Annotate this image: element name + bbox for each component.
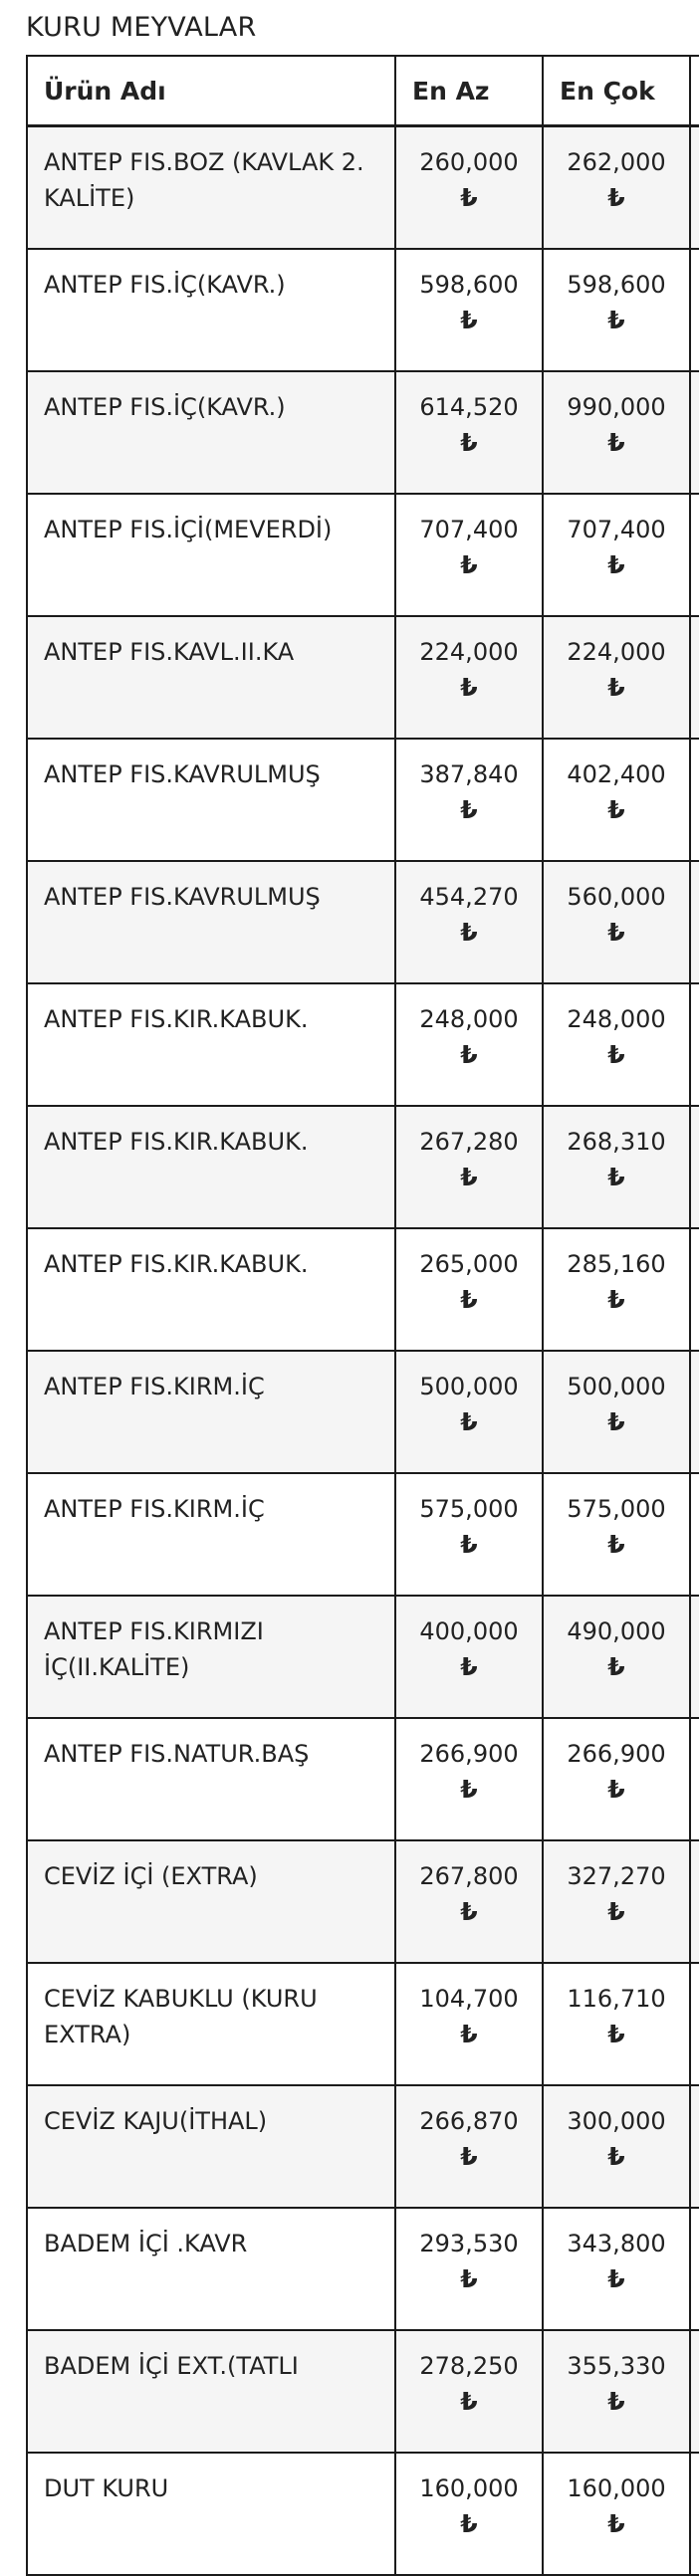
product-name-cell: ANTEP FIS.KIR.KABUK.	[27, 1228, 395, 1351]
min-price-value: 260,000	[419, 148, 519, 176]
min-price-value: 224,000	[419, 638, 519, 666]
lira-symbol-icon: ₺	[460, 2509, 478, 2538]
table-row	[27, 2330, 699, 2453]
max-price-value: 268,310	[567, 1128, 666, 1156]
table-body	[27, 126, 699, 2576]
lira-symbol-icon: ₺	[607, 1285, 625, 1314]
max-price-cell	[543, 739, 690, 861]
max-price-value: 248,000	[567, 1005, 666, 1033]
column-header-name[interactable]: Ürün Adı	[27, 56, 395, 126]
max-price-cell	[543, 1596, 690, 1718]
lira-symbol-icon: ₺	[460, 1163, 478, 1191]
lira-symbol-icon: ₺	[607, 2020, 625, 2048]
min-price-cell	[395, 1718, 543, 1840]
product-name-cell: ANTEP FIS.İÇ(KAVR.)	[27, 371, 395, 494]
table-row	[27, 1963, 699, 2085]
min-price-value: 265,000	[419, 1250, 519, 1278]
table-row	[27, 249, 699, 371]
min-price-value: 575,000	[419, 1495, 519, 1523]
min-price-cell	[395, 126, 543, 250]
product-name-cell: ANTEP FIS.KIR.KABUK.	[27, 1106, 395, 1228]
lira-symbol-icon: ₺	[460, 1530, 478, 1559]
lira-symbol-icon: ₺	[607, 306, 625, 334]
product-name-cell: BADEM İÇİ .KAVR	[27, 2208, 395, 2330]
page-title: KURU MEYVALAR	[26, 12, 257, 43]
min-price-cell	[395, 1228, 543, 1351]
lira-symbol-icon: ₺	[607, 1775, 625, 1804]
min-price-value: 267,280	[419, 1128, 519, 1156]
min-price-value: 707,400	[419, 516, 519, 543]
max-price-cell	[543, 2085, 690, 2208]
product-name-cell: CEVİZ İÇİ (EXTRA)	[27, 1840, 395, 1963]
cut-off-cell	[690, 616, 699, 739]
max-price-value: 355,330	[567, 2352, 666, 2380]
max-price-cell	[543, 249, 690, 371]
cut-off-cell	[690, 1228, 699, 1351]
lira-symbol-icon: ₺	[607, 795, 625, 824]
max-price-cell	[543, 983, 690, 1106]
product-name-cell: ANTEP FIS.BOZ (KAVLAK 2. KALİTE)	[27, 126, 395, 250]
min-price-value: 266,870	[419, 2107, 519, 2135]
max-price-cell	[543, 126, 690, 250]
lira-symbol-icon: ₺	[607, 1530, 625, 1559]
max-price-value: 490,000	[567, 1617, 666, 1645]
table-row	[27, 126, 699, 250]
max-price-cell	[543, 2453, 690, 2575]
max-price-cell	[543, 2208, 690, 2330]
min-price-value: 267,800	[419, 1862, 519, 1890]
lira-symbol-icon: ₺	[460, 1652, 478, 1681]
product-name-cell: ANTEP FIS.KIRMIZI İÇ(II.KALİTE)	[27, 1596, 395, 1718]
table-row	[27, 861, 699, 983]
lira-symbol-icon: ₺	[460, 550, 478, 579]
min-price-value: 266,900	[419, 1740, 519, 1768]
cut-off-cell	[690, 1718, 699, 1840]
cut-off-cell	[690, 1963, 699, 2085]
product-name-cell: CEVİZ KABUKLU (KURU EXTRA)	[27, 1963, 395, 2085]
cut-off-cell	[690, 739, 699, 861]
min-price-cell	[395, 739, 543, 861]
table-row	[27, 1473, 699, 1596]
table-row	[27, 494, 699, 616]
lira-symbol-icon: ₺	[460, 183, 478, 212]
lira-symbol-icon: ₺	[460, 1775, 478, 1804]
min-price-cell	[395, 1473, 543, 1596]
min-price-value: 387,840	[419, 760, 519, 788]
lira-symbol-icon: ₺	[607, 1040, 625, 1069]
product-name-cell: ANTEP FIS.İÇ(KAVR.)	[27, 249, 395, 371]
cut-off-cell	[690, 2453, 699, 2575]
max-price-value: 266,900	[567, 1740, 666, 1768]
min-price-cell	[395, 616, 543, 739]
cut-off-cell	[690, 2085, 699, 2208]
lira-symbol-icon: ₺	[607, 428, 625, 457]
lira-symbol-icon: ₺	[607, 1163, 625, 1191]
table-row	[27, 739, 699, 861]
lira-symbol-icon: ₺	[460, 1285, 478, 1314]
lira-symbol-icon: ₺	[460, 1040, 478, 1069]
cut-off-cell	[690, 1106, 699, 1228]
min-price-cell	[395, 1351, 543, 1473]
lira-symbol-icon: ₺	[460, 306, 478, 334]
min-price-cell	[395, 371, 543, 494]
max-price-value: 160,000	[567, 2474, 666, 2502]
price-table	[26, 55, 699, 2576]
cut-off-cell	[690, 861, 699, 983]
max-price-cell	[543, 861, 690, 983]
lira-symbol-icon: ₺	[460, 428, 478, 457]
min-price-value: 104,700	[419, 1985, 519, 2013]
max-price-value: 575,000	[567, 1495, 666, 1523]
max-price-cell	[543, 1228, 690, 1351]
max-price-cell	[543, 1473, 690, 1596]
max-price-value: 285,160	[567, 1250, 666, 1278]
max-price-cell	[543, 1106, 690, 1228]
cut-off-cell	[690, 494, 699, 616]
table-row	[27, 1351, 699, 1473]
max-price-cell	[543, 1351, 690, 1473]
table-header-row	[27, 56, 699, 126]
max-price-value: 500,000	[567, 1373, 666, 1400]
table-row	[27, 1228, 699, 1351]
cut-off-cell	[690, 1351, 699, 1473]
cut-off-cell	[690, 126, 699, 250]
product-name-cell: ANTEP FIS.KAVL.II.KA	[27, 616, 395, 739]
column-header-max[interactable]: En Çok	[543, 56, 690, 126]
min-price-cell	[395, 2453, 543, 2575]
lira-symbol-icon: ₺	[607, 550, 625, 579]
min-price-value: 598,600	[419, 271, 519, 299]
product-name-cell: CEVİZ KAJU(İTHAL)	[27, 2085, 395, 2208]
min-price-cell	[395, 494, 543, 616]
lira-symbol-icon: ₺	[460, 2387, 478, 2416]
product-name-cell: ANTEP FIS.KAVRULMUŞ	[27, 739, 395, 861]
table-row	[27, 2085, 699, 2208]
lira-symbol-icon: ₺	[607, 2509, 625, 2538]
max-price-value: 990,000	[567, 393, 666, 421]
table-row	[27, 2208, 699, 2330]
max-price-cell	[543, 1963, 690, 2085]
table-row	[27, 616, 699, 739]
max-price-value: 116,710	[567, 1985, 666, 2013]
cut-off-cell	[690, 2330, 699, 2453]
min-price-cell	[395, 1963, 543, 2085]
max-price-value: 262,000	[567, 148, 666, 176]
max-price-cell	[543, 616, 690, 739]
table-row	[27, 2453, 699, 2575]
max-price-cell	[543, 1718, 690, 1840]
product-name-cell: BADEM İÇİ EXT.(TATLI	[27, 2330, 395, 2453]
cut-off-cell	[690, 249, 699, 371]
min-price-cell	[395, 2330, 543, 2453]
min-price-cell	[395, 983, 543, 1106]
table-row	[27, 1106, 699, 1228]
product-name-cell: ANTEP FIS.İÇİ(MEVERDİ)	[27, 494, 395, 616]
lira-symbol-icon: ₺	[460, 1407, 478, 1436]
lira-symbol-icon: ₺	[460, 673, 478, 702]
min-price-cell	[395, 1106, 543, 1228]
min-price-value: 400,000	[419, 1617, 519, 1645]
max-price-value: 224,000	[567, 638, 666, 666]
cut-off-cell	[690, 1473, 699, 1596]
min-price-cell	[395, 1596, 543, 1718]
column-header-cut	[690, 56, 699, 126]
min-price-value: 500,000	[419, 1373, 519, 1400]
min-price-value: 248,000	[419, 1005, 519, 1033]
lira-symbol-icon: ₺	[607, 1897, 625, 1926]
product-name-cell: DUT KURU	[27, 2453, 395, 2575]
min-price-value: 293,530	[419, 2230, 519, 2257]
cut-off-cell	[690, 983, 699, 1106]
min-price-value: 454,270	[419, 883, 519, 911]
min-price-cell	[395, 861, 543, 983]
product-name-cell: ANTEP FIS.KAVRULMUŞ	[27, 861, 395, 983]
min-price-cell	[395, 2085, 543, 2208]
product-name-cell: ANTEP FIS.KIRM.İÇ	[27, 1351, 395, 1473]
max-price-cell	[543, 371, 690, 494]
min-price-cell	[395, 249, 543, 371]
lira-symbol-icon: ₺	[607, 2387, 625, 2416]
min-price-value: 160,000	[419, 2474, 519, 2502]
max-price-cell	[543, 494, 690, 616]
table-row	[27, 983, 699, 1106]
table-row	[27, 371, 699, 494]
min-price-value: 278,250	[419, 2352, 519, 2380]
cut-off-cell	[690, 2208, 699, 2330]
max-price-cell	[543, 1840, 690, 1963]
lira-symbol-icon: ₺	[607, 2264, 625, 2293]
max-price-value: 402,400	[567, 760, 666, 788]
min-price-value: 614,520	[419, 393, 519, 421]
column-header-min[interactable]: En Az	[395, 56, 543, 126]
min-price-cell	[395, 2208, 543, 2330]
product-name-cell: ANTEP FIS.NATUR.BAŞ	[27, 1718, 395, 1840]
max-price-value: 327,270	[567, 1862, 666, 1890]
cut-off-cell	[690, 1840, 699, 1963]
max-price-value: 300,000	[567, 2107, 666, 2135]
lira-symbol-icon: ₺	[607, 183, 625, 212]
max-price-cell	[543, 2330, 690, 2453]
lira-symbol-icon: ₺	[460, 918, 478, 947]
lira-symbol-icon: ₺	[607, 1652, 625, 1681]
lira-symbol-icon: ₺	[607, 2142, 625, 2171]
product-name-cell: ANTEP FIS.KIR.KABUK.	[27, 983, 395, 1106]
cut-off-cell	[690, 371, 699, 494]
lira-symbol-icon: ₺	[460, 2020, 478, 2048]
table-row	[27, 1718, 699, 1840]
table-row	[27, 1840, 699, 1963]
cut-off-cell	[690, 1596, 699, 1718]
max-price-value: 598,600	[567, 271, 666, 299]
lira-symbol-icon: ₺	[460, 1897, 478, 1926]
max-price-value: 343,800	[567, 2230, 666, 2257]
max-price-value: 707,400	[567, 516, 666, 543]
lira-symbol-icon: ₺	[607, 918, 625, 947]
lira-symbol-icon: ₺	[607, 1407, 625, 1436]
min-price-cell	[395, 1840, 543, 1963]
lira-symbol-icon: ₺	[460, 2264, 478, 2293]
max-price-value: 560,000	[567, 883, 666, 911]
lira-symbol-icon: ₺	[460, 795, 478, 824]
product-name-cell: ANTEP FIS.KIRM.İÇ	[27, 1473, 395, 1596]
table-row	[27, 1596, 699, 1718]
lira-symbol-icon: ₺	[607, 673, 625, 702]
lira-symbol-icon: ₺	[460, 2142, 478, 2171]
